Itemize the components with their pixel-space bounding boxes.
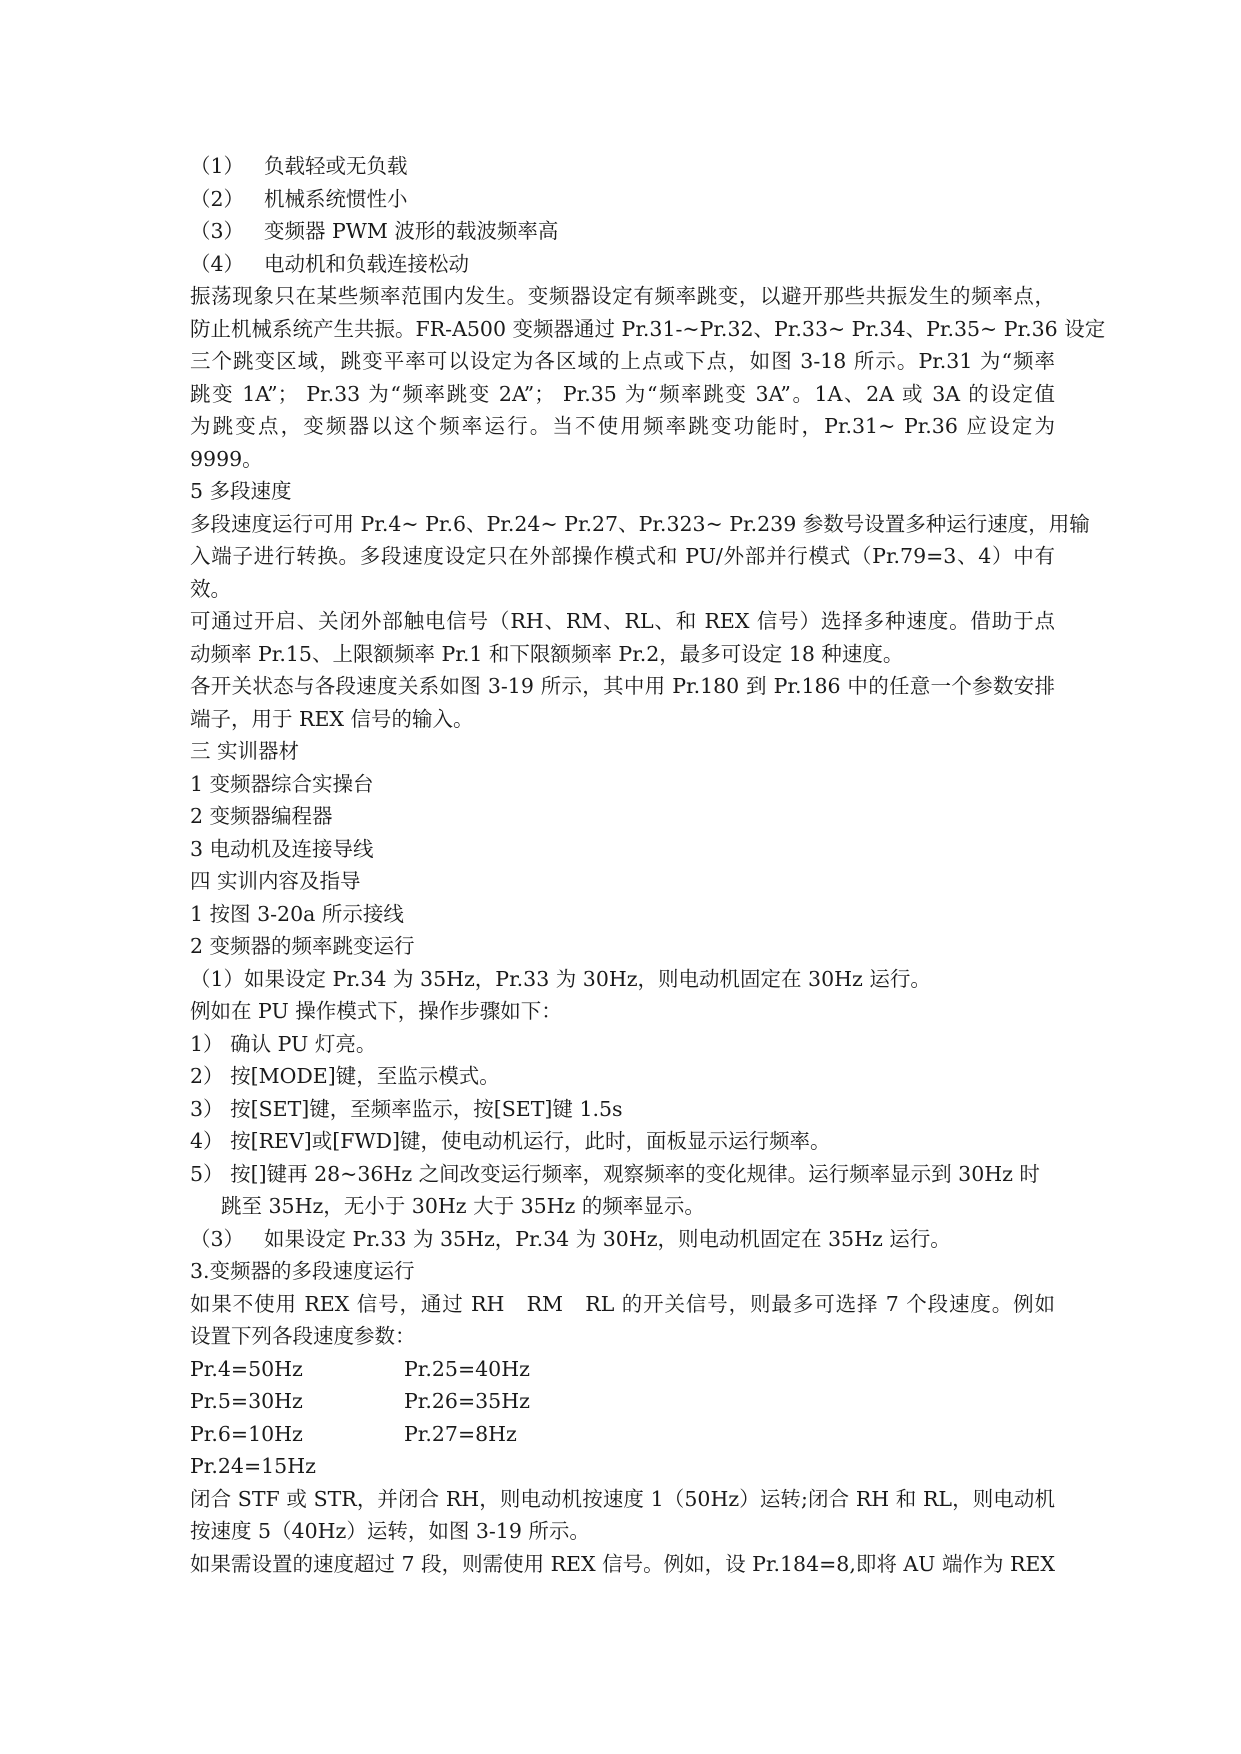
operation-step-4 [190, 1125, 1055, 1158]
cause-text: 变频器 PWM 波形的载波频率高 [264, 219, 559, 243]
paragraph-line: 设置下列各段速度参数： [190, 1324, 416, 1348]
param-right: Pr.25=40Hz [404, 1356, 530, 1381]
step-text: 确认 PU 灯亮。 [230, 1031, 377, 1056]
step-text: 按[MODE]键，至监示模式。 [230, 1064, 500, 1088]
cause-item-1 [190, 150, 1055, 183]
paragraph-line: 多段速度运行可用 Pr.4~ Pr.6、Pr.24~ Pr.27、Pr.323~ Pr.239 参数号设置多种运行速度，用输 [190, 511, 1090, 536]
paragraph-line: 可通过开启、关闭外部触电信号（RH、RM、RL、和 REX 信号）选择多种速度。借助于点 [190, 609, 1055, 633]
step-number: 2） [190, 1064, 224, 1088]
paragraph-line: 效。 [190, 576, 231, 601]
step-text: 按[SET]键，至频率监示，按[SET]键 1.5s [230, 1096, 623, 1121]
section-heading: 3.变频器的多段速度运行 [190, 1259, 415, 1283]
cause-item-4 [190, 248, 1055, 281]
step-item: 2 变频器的频率跳变运行 [190, 934, 415, 958]
operation-step-2 [190, 1060, 1055, 1093]
step-text: 按[REV]或[FWD]键，使电动机运行，此时，面板显示运行频率。 [230, 1129, 831, 1153]
param-left: Pr.6=10Hz [190, 1421, 303, 1446]
cause-text: 电动机和负载连接松动 [264, 251, 469, 276]
paragraph-line: 动频率 Pr.15、上限额频率 Pr.1 和下限额频率 Pr.2，最多可设定 18 种速度。 [190, 641, 904, 666]
paragraph-line: 为跳变点，变频器以这个频率运行。当不使用频率跳变功能时，Pr.31~ Pr.36 应设定为 [190, 414, 1055, 438]
paragraph-line: 三个跳变区域，跳变平率可以设定为各区域的上点或下点，如图 3-18 所示。Pr.31 为“频率 [190, 349, 1055, 373]
step-item: 1 按图 3-20a 所示接线 [190, 901, 404, 926]
paragraph-line: 入端子进行转换。多段速度设定只在外部操作模式和 PU/外部并行模式（Pr.79=3、4）中有 [190, 544, 1055, 568]
operation-step-5-continued: 跳至 35Hz，无小于 30Hz 大于 35Hz 的频率显示。 [221, 1194, 705, 1218]
cause-item-3 [190, 215, 1055, 248]
section-heading: 四 实训内容及指导 [190, 869, 361, 893]
operation-step-3 [190, 1093, 1055, 1126]
paragraph-line: 如果不使用 REX 信号，通过 RH RM RL 的开关信号，则最多可选择 7 个段速度。例如 [190, 1291, 1055, 1316]
param-right: Pr.27=8Hz [404, 1421, 517, 1446]
section-heading: 5 多段速度 [190, 479, 292, 503]
paragraph-line: 振荡现象只在某些频率范围内发生。变频器设定有频率跳变，以避开那些共振发生的频率点， [190, 284, 1055, 308]
cause-number: （3） [190, 219, 245, 243]
cause-number: （1） [190, 154, 245, 178]
paragraph-line: 9999。 [190, 446, 263, 471]
step-text: 按[]键再 28~36Hz 之间改变运行频率，观察频率的变化规律。运行频率显示到 30Hz 时 [230, 1161, 1040, 1186]
param-row [190, 1385, 1055, 1418]
cause-number: （2） [190, 186, 245, 211]
cause-text: 机械系统惯性小 [264, 186, 408, 211]
case-item: （1）如果设定 Pr.34 为 35Hz，Pr.33 为 30Hz，则电动机固定在 30Hz 运行。 [190, 966, 931, 991]
paragraph-line: 如果需设置的速度超过 7 段，则需使用 REX 信号。例如，设 Pr.184=8,即将 AU 端作为 REX [190, 1551, 1055, 1576]
cause-number: （4） [190, 251, 245, 276]
paragraph-line: 跳变 1A”； Pr.33 为“频率跳变 2A”； Pr.35 为“频率跳变 3A”。1A、2A 或 3A 的设定值 [190, 381, 1055, 406]
paragraph-line: 各开关状态与各段速度关系如图 3-19 所示，其中用 Pr.180 到 Pr.186 中的任意一个参数安排 [190, 674, 1055, 698]
paragraph-line: 例如在 PU 操作模式下，操作步骤如下： [190, 999, 562, 1023]
paragraph-line: 防止机械系统产生共振。FR-A500 变频器通过 Pr.31-~Pr.32、Pr.33~ Pr.34、Pr.35~ Pr.36 设定 [190, 316, 1106, 341]
param-row [190, 1450, 1055, 1483]
paragraph-line: 端子，用于 REX 信号的输入。 [190, 706, 474, 731]
param-row [190, 1353, 1055, 1386]
step-number: 5） [190, 1161, 224, 1186]
step-number: 1） [190, 1031, 224, 1056]
step-number: 3） [190, 1096, 224, 1121]
param-left: Pr.24=15Hz [190, 1454, 316, 1478]
operation-step-5 [190, 1158, 1055, 1191]
equipment-item: 1 变频器综合实操台 [190, 771, 374, 796]
cause-text: 负载轻或无负载 [264, 154, 408, 178]
equipment-item: 2 变频器编程器 [190, 804, 333, 828]
cause-item-2 [190, 183, 1055, 216]
operation-step-1 [190, 1028, 1055, 1061]
case-number: （3） [190, 1226, 245, 1251]
paragraph-line: 闭合 STF 或 STR，并闭合 RH，则电动机按速度 1（50Hz）运转;闭合 RH 和 RL，则电动机 [190, 1486, 1055, 1511]
param-left: Pr.4=50Hz [190, 1356, 303, 1381]
case-item [190, 1223, 1055, 1256]
param-left: Pr.5=30Hz [190, 1389, 303, 1413]
paragraph-line: 按速度 5（40Hz）运转，如图 3-19 所示。 [190, 1519, 590, 1543]
section-heading: 三 实训器材 [190, 739, 300, 763]
equipment-item: 3 电动机及连接导线 [190, 836, 374, 861]
param-right: Pr.26=35Hz [404, 1389, 530, 1413]
document-page [190, 150, 1106, 1580]
param-row [190, 1418, 1055, 1451]
case-text: 如果设定 Pr.33 为 35Hz，Pr.34 为 30Hz，则电动机固定在 35Hz 运行。 [264, 1226, 951, 1251]
step-number: 4） [190, 1129, 224, 1153]
